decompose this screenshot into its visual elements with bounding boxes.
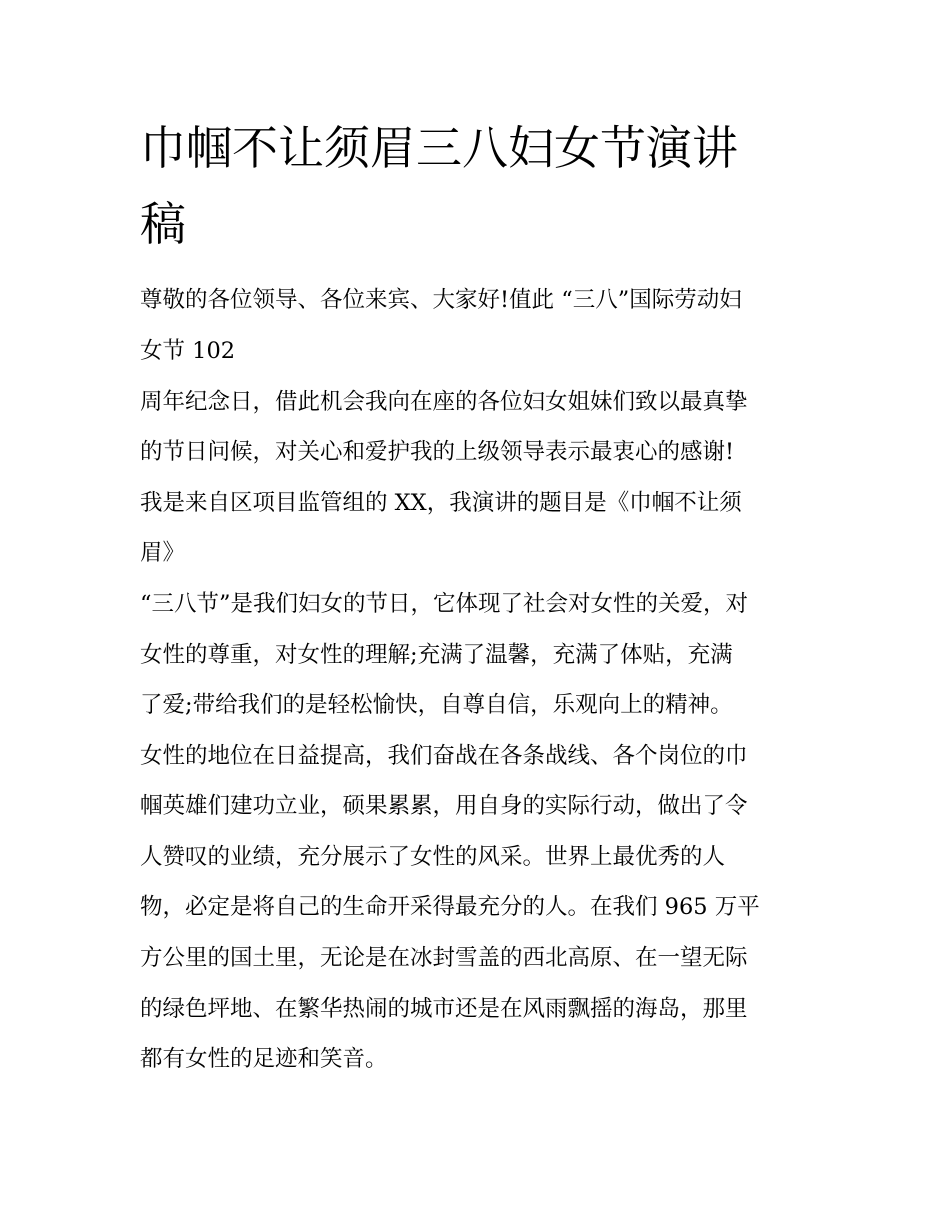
document-title-line-1: 巾帼不让须眉三八妇女节演讲 (140, 121, 738, 175)
body-text-line-9: 了爱;带给我们的是轻松愉快，自尊自信，乐观向上的精神。 (140, 692, 733, 718)
body-text-line-3: 周年纪念日，借此机会我向在座的各位妇女姐妹们致以最真挚 (140, 389, 748, 415)
body-text-line-6: 眉》 (140, 540, 186, 566)
body-text-line-5: 我是来自区项目监管组的 XX，我演讲的题目是《巾帼不让须 (140, 490, 742, 516)
body-text-line-4: 的节日问候，对关心和爱护我的上级领导表示最衷心的感谢! (140, 439, 735, 465)
body-text-line-13: 物，必定是将自己的生命开采得最充分的人。在我们 965 万平 (140, 894, 760, 920)
document-title-line-2: 稿 (140, 197, 186, 251)
body-text-line-16: 都有女性的足迹和笑音。 (140, 1046, 388, 1072)
body-text-line-15: 的绿色坪地、在繁华热闹的城市还是在风雨飘摇的海岛，那里 (140, 996, 748, 1022)
body-text-line-11: 帼英雄们建功立业，硕果累累，用自身的实际行动，做出了令 (140, 793, 748, 819)
body-text-line-14: 方公里的国土里，无论是在冰封雪盖的西北高原、在一望无际 (140, 945, 748, 971)
body-text-line-12: 人赞叹的业绩，充分展示了女性的风采。世界上最优秀的人 (140, 844, 726, 870)
body-text-line-2: 女节 102 (140, 338, 236, 364)
body-text-line-7: “三八节”是我们妇女的节日，它体现了社会对女性的关爱，对 (140, 591, 749, 617)
body-text-line-8: 女性的尊重，对女性的理解;充满了温馨，充满了体贴，充满 (140, 642, 733, 668)
body-text-line-10: 女性的地位在日益提高，我们奋战在各条战线、各个岗位的巾 (140, 743, 748, 769)
body-text-line-1: 尊敬的各位领导、各位来宾、大家好!值此 “三八”国际劳动妇 (140, 287, 742, 313)
